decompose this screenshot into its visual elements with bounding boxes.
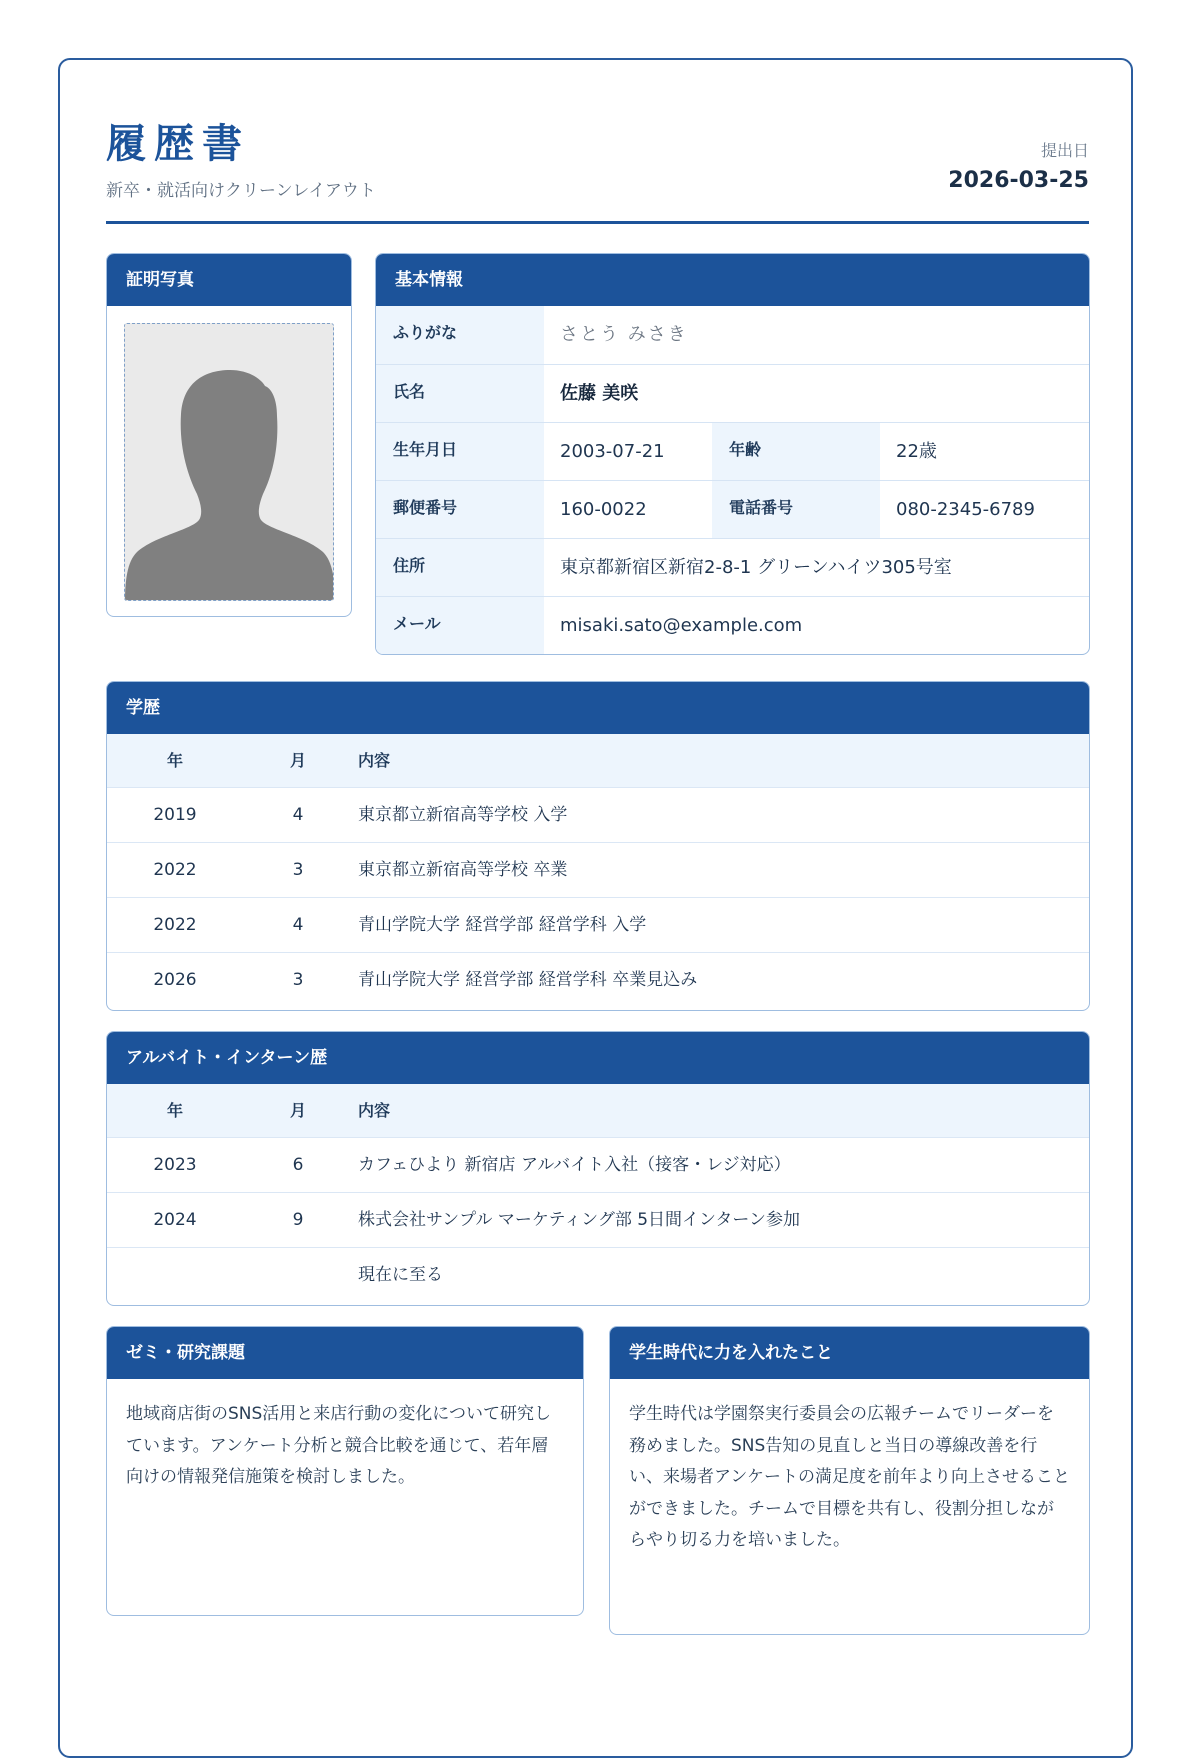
cell-month: 3 — [292, 860, 304, 880]
cell-content: 株式会社サンプル マーケティング部 5日間インターン参加 — [358, 1210, 801, 1230]
age-value: 22歳 — [896, 441, 937, 462]
person-silhouette-icon — [125, 324, 334, 601]
birth-value: 2003-07-21 — [560, 441, 665, 462]
work-history-title: アルバイト・インターン歴 — [107, 1032, 1089, 1084]
photo-placeholder[interactable] — [124, 323, 334, 601]
table-row — [107, 1192, 1089, 1247]
birth-label: 生年月日 — [376, 423, 544, 480]
cell-year: 2026 — [153, 970, 197, 990]
cell-year: 2019 — [153, 805, 197, 825]
submission-date-value: 2026-03-25 — [948, 168, 1089, 193]
cell-month: 9 — [292, 1210, 304, 1230]
cell-year: 2023 — [153, 1155, 197, 1175]
cell-year: 2024 — [153, 1210, 197, 1230]
table-row — [107, 842, 1089, 897]
phone-label: 電話番号 — [712, 481, 880, 538]
seminar-body: 地域商店街のSNS活用と来店行動の変化について研究しています。アンケート分析と競合比較を通じて、若年層向けの情報発信施策を検討しました。 — [126, 1404, 551, 1487]
page-subtitle: 新卒・就活向けクリーンレイアウト — [106, 181, 376, 201]
cell-content: 東京都立新宿高等学校 入学 — [358, 805, 568, 825]
student-activities-body: 学生時代は学園祭実行委員会の広報チームでリーダーを務めました。SNS告知の見直しと当日の導線改善を行い、来場者アンケートの満足度を前年より向上させることができました。チームで目標を共有し、役割分担しながらやり切る力を培いました。 — [629, 1404, 1070, 1550]
table-row — [107, 787, 1089, 842]
work-header-row — [107, 1084, 1089, 1137]
cell-year: 2022 — [153, 860, 197, 880]
address-label: 住所 — [376, 539, 544, 596]
cell-content: 青山学院大学 経営学部 経営学科 入学 — [358, 915, 647, 935]
furigana-row — [376, 306, 1089, 364]
name-row — [376, 364, 1089, 422]
furigana-value: さとう みさき — [560, 324, 688, 345]
column-header-content: 内容 — [358, 751, 391, 770]
address-value: 東京都新宿区新宿2-8-1 グリーンハイツ305号室 — [560, 557, 952, 578]
column-header-content: 内容 — [358, 1101, 391, 1120]
cell-content: 青山学院大学 経営学部 経営学科 卒業見込み — [358, 970, 698, 990]
seminar-card — [106, 1326, 584, 1616]
cell-content: 東京都立新宿高等学校 卒業 — [358, 860, 568, 880]
seminar-title: ゼミ・研究課題 — [107, 1327, 583, 1379]
name-value: 佐藤 美咲 — [560, 383, 639, 404]
email-value: misaki.sato@example.com — [560, 615, 803, 636]
column-header-month: 月 — [289, 751, 306, 770]
cell-year: 2022 — [153, 915, 197, 935]
table-row — [107, 1247, 1089, 1302]
education-header-row — [107, 734, 1089, 787]
photo-card — [106, 253, 352, 617]
submission-date-label: 提出日 — [1040, 141, 1089, 160]
student-activities-title: 学生時代に力を入れたこと — [610, 1327, 1089, 1379]
column-header-month: 月 — [289, 1101, 306, 1120]
cell-month: 3 — [292, 970, 304, 990]
basic-info-card — [375, 253, 1090, 655]
postal-value: 160-0022 — [560, 499, 647, 520]
furigana-label: ふりがな — [376, 306, 544, 364]
column-header-year: 年 — [166, 751, 183, 770]
birth-age-row — [376, 422, 1089, 480]
name-label: 氏名 — [376, 365, 544, 422]
column-header-year: 年 — [166, 1101, 183, 1120]
email-label: メール — [376, 597, 544, 654]
postal-label: 郵便番号 — [376, 481, 544, 538]
age-label: 年齢 — [712, 423, 880, 480]
work-history-card — [106, 1031, 1090, 1306]
student-activities-card — [609, 1326, 1090, 1635]
cell-content: 現在に至る — [358, 1265, 443, 1285]
table-row — [107, 1137, 1089, 1192]
phone-value: 080-2345-6789 — [896, 499, 1035, 520]
photo-card-title: 証明写真 — [107, 254, 351, 306]
resume-page — [58, 58, 1133, 1758]
table-row — [107, 897, 1089, 952]
page-title: 履歴書 — [106, 121, 250, 167]
cell-month: 4 — [292, 805, 304, 825]
postal-phone-row — [376, 480, 1089, 538]
resume-header — [106, 60, 1089, 224]
address-row — [376, 538, 1089, 596]
cell-month: 6 — [292, 1155, 304, 1175]
basic-info-title: 基本情報 — [376, 254, 1089, 306]
education-card — [106, 681, 1090, 1011]
cell-content: カフェひより 新宿店 アルバイト入社（接客・レジ対応） — [358, 1155, 791, 1175]
table-row — [107, 952, 1089, 1007]
education-title: 学歴 — [107, 682, 1089, 734]
email-row — [376, 596, 1089, 654]
cell-month: 4 — [292, 915, 304, 935]
